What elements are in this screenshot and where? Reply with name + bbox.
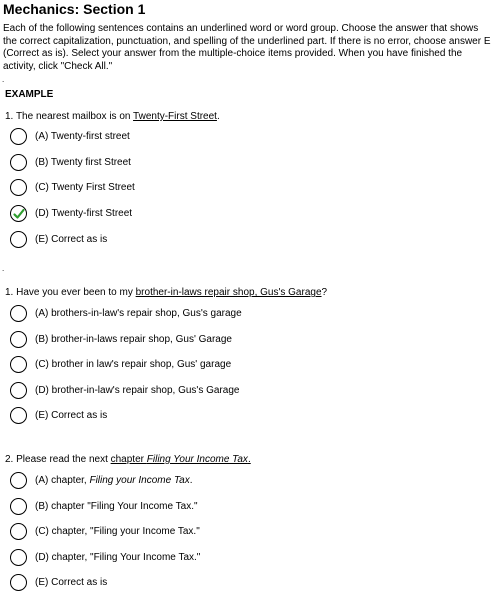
instructions-text: Each of the following sentences contains an underlined word or word group. Choose the answer that shows the correct capitalization, punctuation, and spelling of the underlined part. If there is no error, choose answer E (Correct as is). Select your answer from the multiple-choice items provided. When you have finished the activity, click "Check All."	[3, 23, 491, 72]
radio-button[interactable]	[10, 231, 27, 248]
question-suffix: .	[216, 111, 220, 122]
option-label: (A) Twenty-first street	[35, 131, 130, 142]
separator-dot: .	[2, 75, 5, 84]
option-label: (C) chapter, "Filing your Income Tax."	[35, 526, 200, 537]
radio-button[interactable]	[10, 523, 27, 540]
q2-option-e[interactable]	[10, 573, 107, 592]
radio-button[interactable]	[10, 331, 27, 348]
underlined-italic-title: Filing Your Income Tax	[146, 454, 248, 465]
option-label: (E) Correct as is	[35, 410, 108, 421]
separator-dot: .	[2, 264, 5, 273]
question-1	[5, 287, 327, 298]
example-option-b[interactable]	[10, 153, 131, 172]
q2-option-b[interactable]	[10, 497, 198, 516]
question-prefix: 1. Have you ever been to my	[5, 287, 136, 298]
q1-option-a[interactable]	[10, 304, 242, 323]
option-label: (B) Twenty first Street	[35, 157, 131, 168]
option-label: (C) brother in law's repair shop, Gus' garage	[35, 359, 232, 370]
question-suffix: ?	[321, 287, 328, 298]
radio-button[interactable]	[10, 305, 27, 322]
option-label	[35, 475, 192, 486]
radio-button[interactable]	[10, 574, 27, 591]
underlined-part: Twenty-First Street	[133, 111, 217, 122]
radio-button[interactable]	[10, 128, 27, 145]
example-option-a[interactable]	[10, 127, 130, 146]
radio-button[interactable]	[10, 382, 27, 399]
option-label: (A) brothers-in-law's repair shop, Gus's garage	[35, 308, 242, 319]
example-option-c[interactable]	[10, 178, 135, 197]
radio-button-selected[interactable]	[10, 205, 27, 222]
radio-button[interactable]	[10, 356, 27, 373]
option-prefix: (A) chapter,	[35, 475, 90, 486]
option-label: (E) Correct as is	[35, 234, 108, 245]
radio-button[interactable]	[10, 498, 27, 515]
example-option-d[interactable]	[10, 204, 132, 223]
radio-button[interactable]	[10, 407, 27, 424]
radio-button[interactable]	[10, 549, 27, 566]
option-label: (D) chapter, "Filing Your Income Tax."	[35, 552, 201, 563]
option-label: (D) Twenty-first Street	[35, 208, 133, 219]
question-2	[5, 454, 251, 465]
q1-option-c[interactable]	[10, 355, 231, 374]
option-label: (E) Correct as is	[35, 577, 108, 588]
q1-option-e[interactable]	[10, 406, 107, 425]
checkmark-icon	[10, 205, 28, 223]
option-label: (D) brother-in-law's repair shop, Gus's Garage	[35, 385, 240, 396]
question-prefix: 2. Please read the next	[5, 454, 111, 465]
underlined-part: brother-in-laws repair shop, Gus's Garage	[135, 287, 322, 298]
option-label: (C) Twenty First Street	[35, 182, 135, 193]
example-label: EXAMPLE	[5, 89, 54, 100]
radio-button[interactable]	[10, 472, 27, 489]
q2-option-a[interactable]	[10, 471, 192, 490]
page-title: Mechanics: Section 1	[3, 1, 146, 17]
q2-option-d[interactable]	[10, 548, 200, 567]
underlined-end: .	[247, 454, 251, 465]
option-label: (B) chapter "Filing Your Income Tax."	[35, 501, 198, 512]
option-label: (B) brother-in-laws repair shop, Gus' Garage	[35, 334, 232, 345]
q2-option-c[interactable]	[10, 522, 200, 541]
underlined-plain: chapter	[110, 454, 147, 465]
underlined-part	[111, 454, 251, 465]
q1-option-b[interactable]	[10, 330, 232, 349]
q1-option-d[interactable]	[10, 381, 239, 400]
radio-button[interactable]	[10, 179, 27, 196]
option-suffix: .	[189, 475, 193, 486]
example-question	[5, 111, 220, 122]
question-prefix: 1. The nearest mailbox is on	[5, 111, 134, 122]
example-option-e[interactable]	[10, 230, 107, 249]
radio-button[interactable]	[10, 154, 27, 171]
option-italic-title: Filing your Income Tax	[89, 475, 190, 486]
